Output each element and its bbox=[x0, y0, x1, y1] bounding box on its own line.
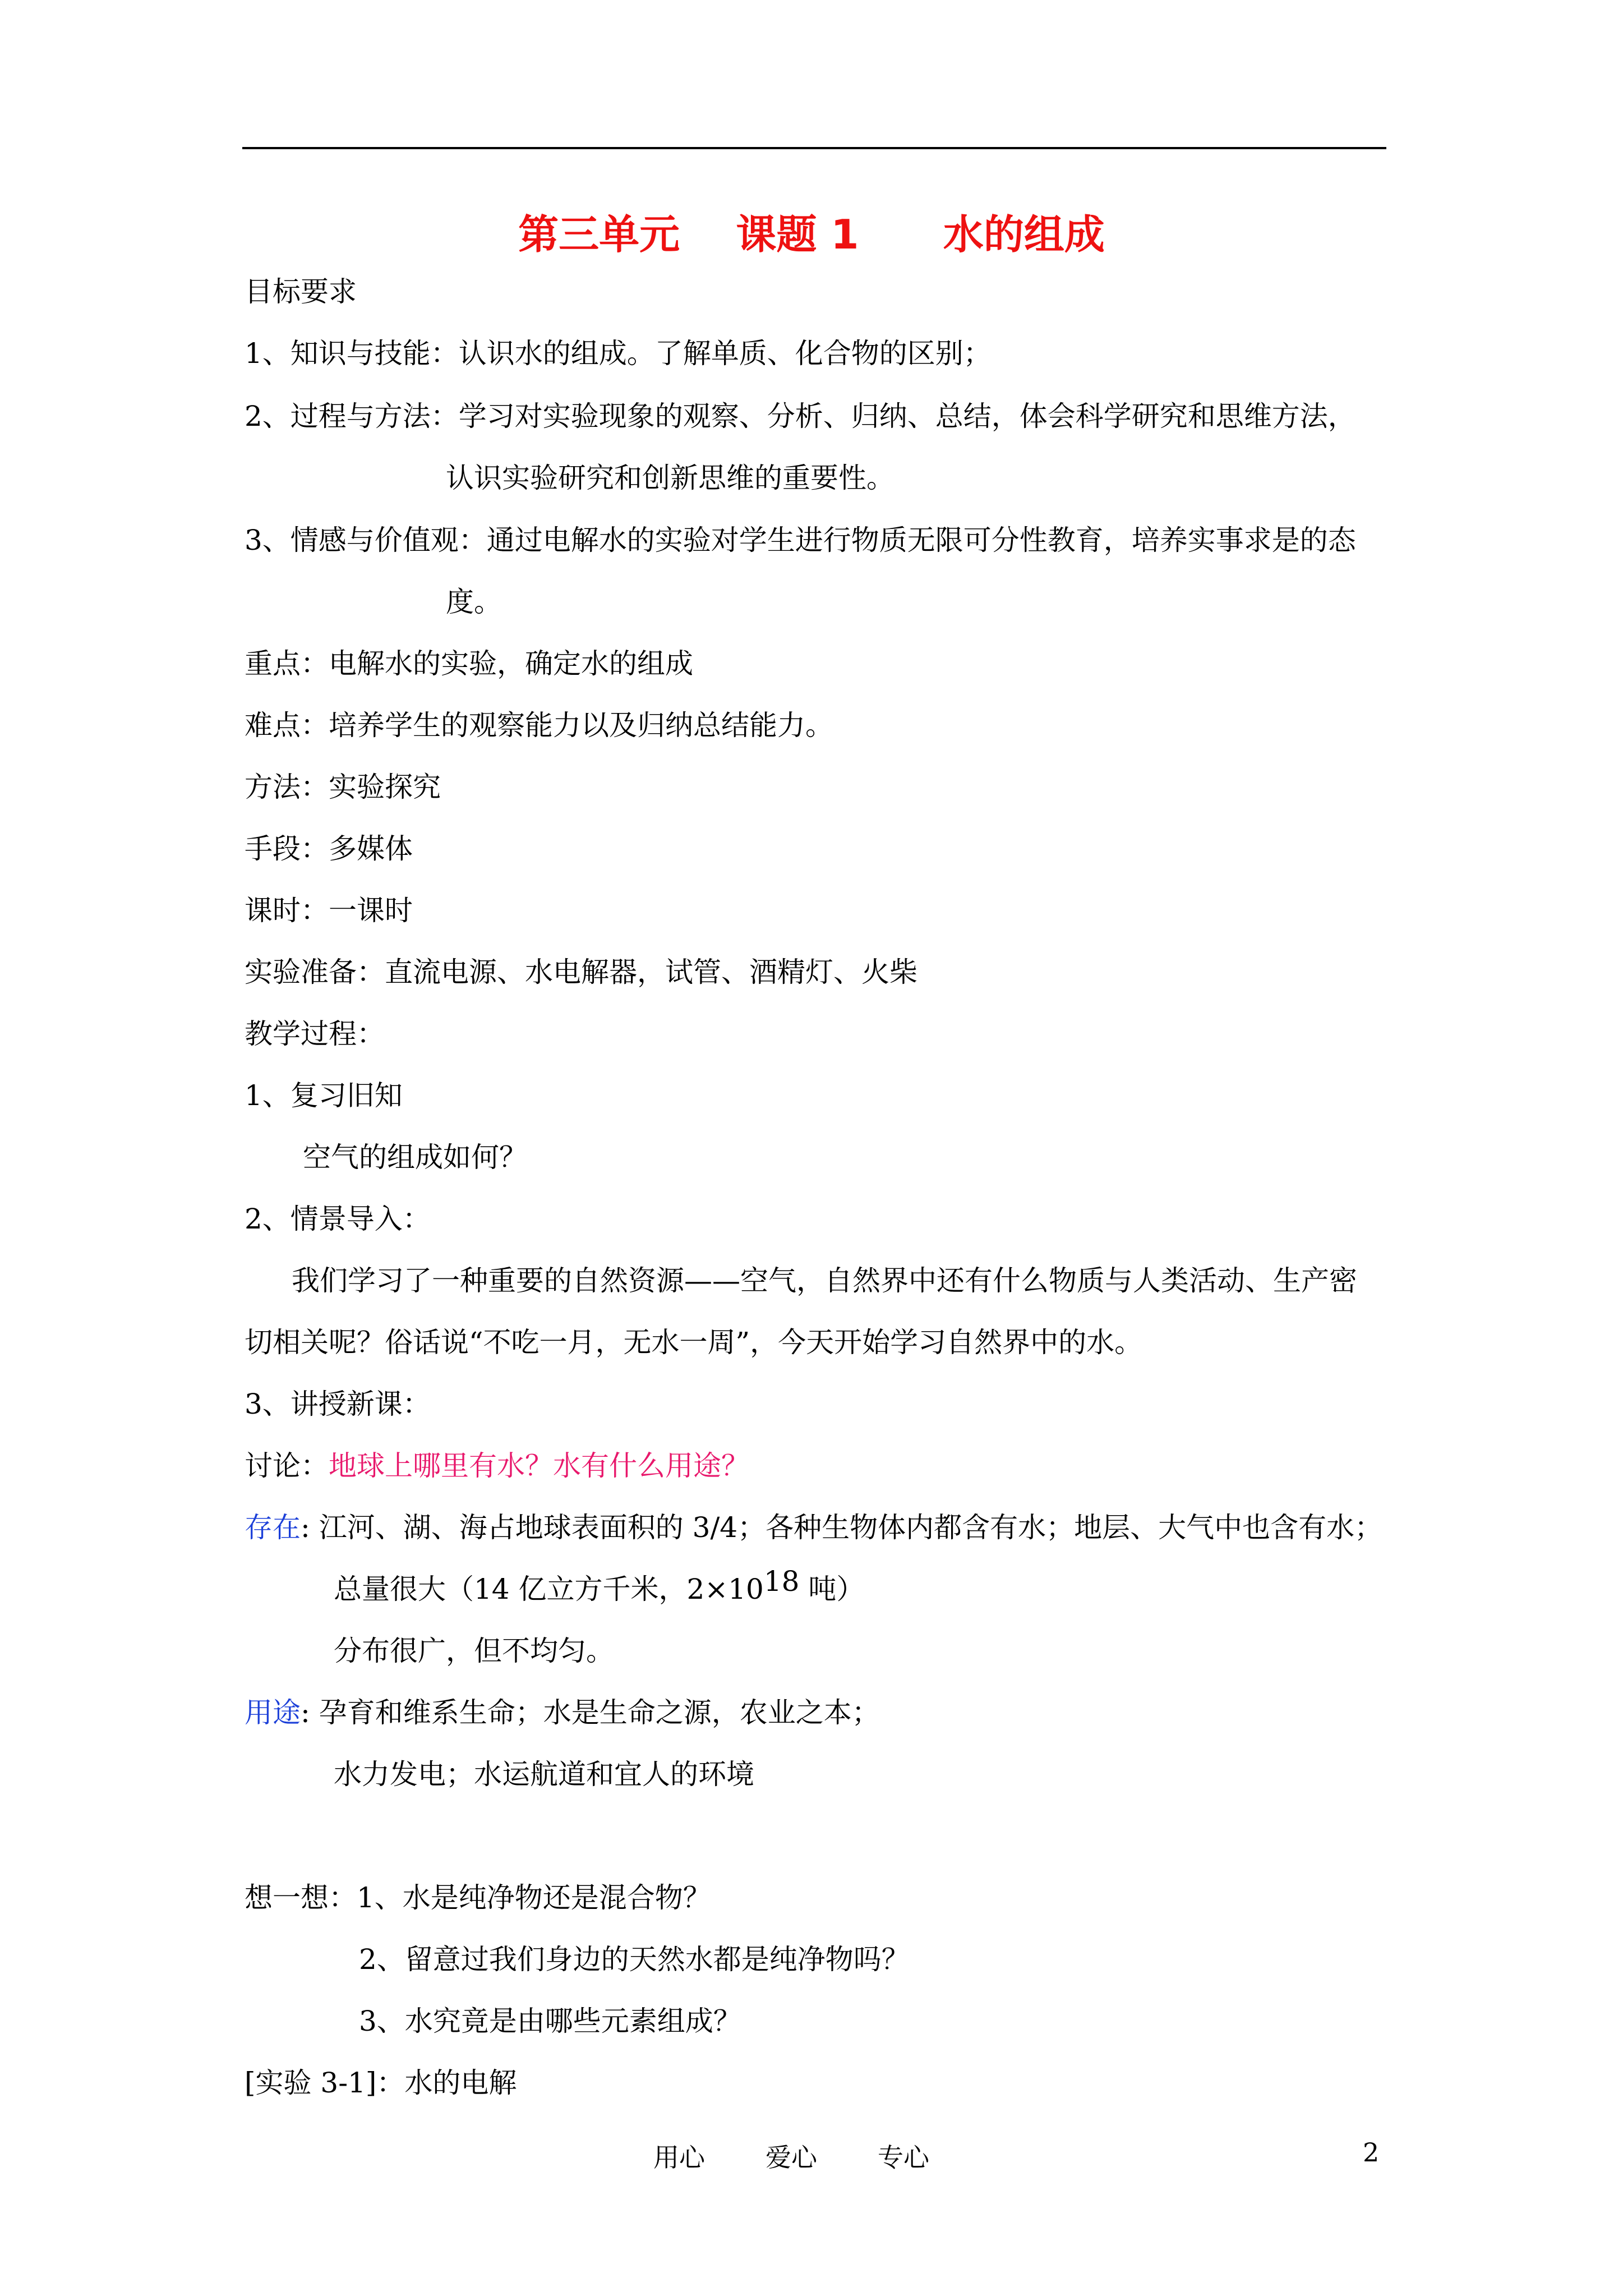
existence-distribution-line: 分布很广，但不均匀。 bbox=[334, 1635, 614, 1667]
exponent: 18 bbox=[763, 1565, 800, 1598]
page-title: 第三单元 课题 1 水的组成 bbox=[518, 211, 1105, 258]
text-line: 重点：电解水的实验，确定水的组成 bbox=[245, 647, 693, 680]
text-line: 1、知识与技能：认识水的组成。了解单质、化合物的区别； bbox=[245, 337, 992, 370]
footer-motto-1: 用心 bbox=[653, 2142, 705, 2173]
usage-label: 用途 bbox=[245, 1696, 301, 1729]
footer-motto-2: 爱心 bbox=[766, 2142, 817, 2173]
text-line: 1、复习旧知 bbox=[245, 1079, 403, 1112]
discussion-label: 讨论： bbox=[245, 1450, 329, 1482]
text-line: 课时：一课时 bbox=[245, 894, 413, 927]
experiment-heading: [实验 3-1]：水的电解 bbox=[245, 2067, 517, 2099]
think-line: 想一想：1、水是纯净物还是混合物？ bbox=[245, 1881, 711, 1914]
text-line: 我们学习了一种重要的自然资源——空气，自然界中还有什么物质与人类活动、生产密 bbox=[292, 1264, 1357, 1297]
existence-total-line: 总量很大（14 亿立方千米，$2\times 10^{18}$ 吨） bbox=[334, 1565, 865, 1605]
existence-label: 存在 bbox=[245, 1511, 301, 1544]
footer-motto-3: 专心 bbox=[878, 2142, 929, 2173]
page-number: 2 bbox=[1363, 2137, 1380, 2168]
text-line: 3、讲授新课： bbox=[245, 1388, 431, 1420]
think-line: 3、水究竟是由哪些元素组成？ bbox=[359, 2005, 741, 2037]
text-line: 2、情景导入： bbox=[245, 1203, 431, 1235]
think-line: 2、留意过我们身边的天然水都是纯净物吗？ bbox=[359, 1943, 910, 1976]
text-line: 方法：实验探究 bbox=[245, 771, 441, 803]
discussion-text: 地球上哪里有水？水有什么用途？ bbox=[329, 1450, 749, 1482]
text-line: 2、过程与方法：学习对实验现象的观察、分析、归纳、总结，体会科学研究和思维方法， bbox=[245, 400, 1356, 432]
header-rule bbox=[242, 147, 1386, 149]
discussion-line bbox=[245, 1449, 749, 1483]
text-line: 认识实验研究和创新思维的重要性。 bbox=[446, 462, 895, 494]
text-line: 难点：培养学生的观察能力以及归纳总结能力。 bbox=[245, 709, 833, 742]
existence-text: : 江河、湖、海占地球表面积的 3/4；各种生物体内都含有水；地层、大气中也含有水； bbox=[301, 1511, 1383, 1544]
text-line: 实验准备：直流电源、水电解器，试管、酒精灯、火柴 bbox=[245, 956, 917, 988]
usage-line-2: 水力发电；水运航道和宜人的环境 bbox=[334, 1758, 754, 1791]
usage-line bbox=[245, 1696, 880, 1729]
text-line: 空气的组成如何？ bbox=[303, 1141, 527, 1174]
usage-text: : 孕育和维系生命；水是生命之源，农业之本； bbox=[301, 1696, 880, 1729]
text-line: 3、情感与价值观：通过电解水的实验对学生进行物质无限可分性教育，培养实事求是的态 bbox=[245, 524, 1356, 556]
text-line: 手段：多媒体 bbox=[245, 832, 413, 865]
existence-line bbox=[245, 1511, 1382, 1544]
text-line: 度。 bbox=[446, 586, 502, 618]
text-line: 切相关呢？俗话说“不吃一月，无水一周”，今天开始学习自然界中的水。 bbox=[245, 1326, 1143, 1359]
text-line: 教学过程： bbox=[245, 1018, 385, 1050]
text-line: 目标要求 bbox=[245, 275, 357, 308]
